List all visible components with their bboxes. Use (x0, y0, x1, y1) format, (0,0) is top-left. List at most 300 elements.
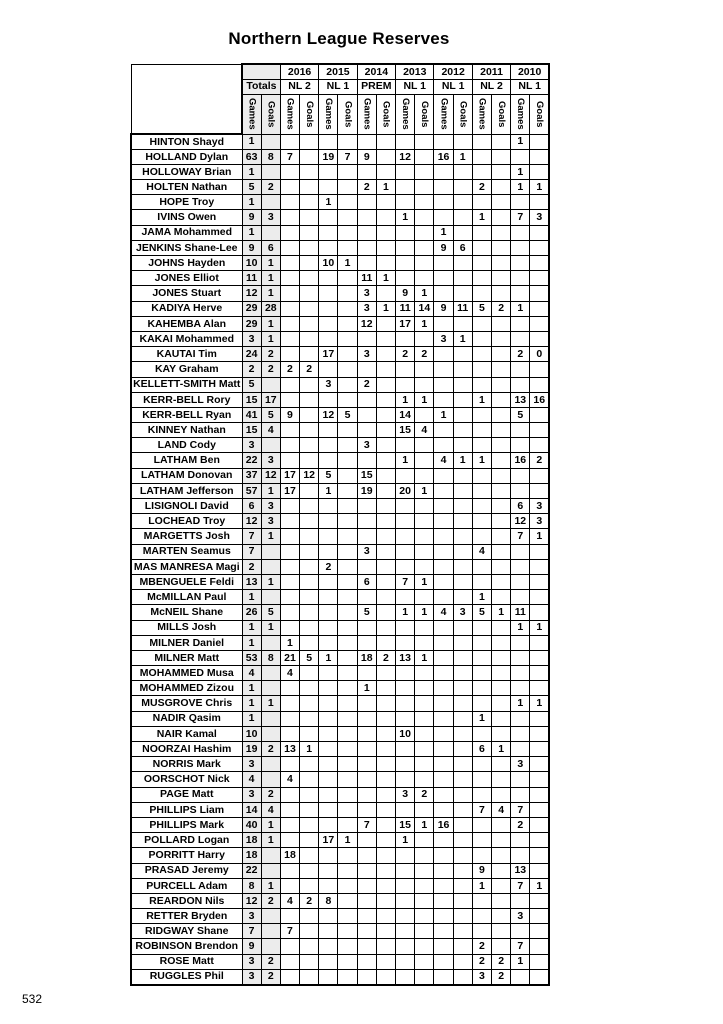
stat-cell: 18 (242, 848, 261, 863)
stat-cell (338, 468, 357, 483)
stat-cell: 2 (492, 954, 511, 969)
stat-cell (434, 863, 453, 878)
stat-cell (319, 939, 338, 954)
stat-cell (511, 893, 530, 908)
stat-cell (376, 802, 395, 817)
stat-cell (376, 772, 395, 787)
stat-cell: 1 (415, 817, 434, 832)
stat-cell: 9 (242, 240, 261, 255)
stat-cell (396, 438, 415, 453)
stat-cell (338, 331, 357, 346)
stat-cell (261, 559, 280, 574)
stat-cell (472, 757, 491, 772)
stat-cell (492, 392, 511, 407)
stat-cell (511, 149, 530, 164)
stat-cell (415, 939, 434, 954)
stat-cell (530, 635, 549, 650)
stat-cell (472, 650, 491, 665)
stat-cell (472, 529, 491, 544)
stat-cell (492, 878, 511, 893)
player-name-cell: PHILLIPS Mark (131, 817, 242, 832)
stat-cell (319, 271, 338, 286)
stat-cell (492, 331, 511, 346)
stat-cell (472, 423, 491, 438)
stat-cell (300, 924, 319, 939)
stat-cell (338, 817, 357, 832)
stat-cell (492, 529, 511, 544)
stat-cell (511, 574, 530, 589)
stat-cell (357, 772, 376, 787)
stat-cell (472, 726, 491, 741)
rotated-column-header (472, 94, 491, 134)
games-column-label: Games (361, 97, 373, 130)
stat-cell (396, 590, 415, 605)
stat-cell (492, 681, 511, 696)
player-name-cell: HINTON Shayd (131, 134, 242, 149)
stat-cell: 2 (261, 742, 280, 757)
stat-cell (357, 787, 376, 802)
stat-cell (453, 499, 472, 514)
player-name-cell: LAND Cody (131, 438, 242, 453)
stat-cell (357, 924, 376, 939)
player-name-cell: OORSCHOT Nick (131, 772, 242, 787)
stat-cell (453, 423, 472, 438)
stat-cell (453, 514, 472, 529)
stat-cell (530, 666, 549, 681)
stat-cell: 2 (492, 969, 511, 984)
stat-cell (415, 666, 434, 681)
stat-cell: 1 (530, 696, 549, 711)
year-header: 2016 (280, 64, 318, 79)
stat-cell (338, 195, 357, 210)
stat-cell: 1 (511, 134, 530, 149)
stat-cell (472, 256, 491, 271)
stat-cell (492, 696, 511, 711)
table-row (131, 195, 549, 210)
stat-cell: 5 (472, 605, 491, 620)
stat-cell (492, 772, 511, 787)
stat-cell: 6 (472, 742, 491, 757)
table-row (131, 954, 549, 969)
stat-cell (530, 757, 549, 772)
stat-cell (280, 377, 299, 392)
stat-cell (434, 544, 453, 559)
stat-cell (357, 726, 376, 741)
stat-cell (338, 969, 357, 984)
rotated-column-header (434, 94, 453, 134)
stat-cell (357, 620, 376, 635)
stat-cell: 19 (319, 149, 338, 164)
stat-cell (511, 362, 530, 377)
stat-cell (492, 620, 511, 635)
stat-cell (396, 696, 415, 711)
stat-cell (415, 240, 434, 255)
player-name-cell: MILNER Daniel (131, 635, 242, 650)
stat-cell (376, 423, 395, 438)
stat-cell (511, 240, 530, 255)
stat-cell (338, 301, 357, 316)
stat-cell: 11 (511, 605, 530, 620)
stat-cell (300, 316, 319, 331)
stat-cell (338, 499, 357, 514)
player-name-cell: KERR-BELL Rory (131, 392, 242, 407)
stat-cell (319, 802, 338, 817)
stat-cell (319, 620, 338, 635)
stat-cell (261, 772, 280, 787)
stat-cell (357, 878, 376, 893)
stat-cell (338, 529, 357, 544)
stat-cell (434, 347, 453, 362)
league-header: PREM (357, 79, 395, 94)
table-row (131, 696, 549, 711)
stat-cell (376, 969, 395, 984)
stat-cell (530, 939, 549, 954)
stat-cell (530, 134, 549, 149)
stat-cell (530, 377, 549, 392)
stat-cell: 7 (357, 817, 376, 832)
player-name-cell: MBENGUELE Feldi (131, 574, 242, 589)
stat-cell (492, 499, 511, 514)
year-header: 2014 (357, 64, 395, 79)
stat-cell: 4 (280, 666, 299, 681)
stat-cell (319, 286, 338, 301)
stat-cell (300, 544, 319, 559)
stat-cell (492, 347, 511, 362)
player-name-cell: KAKAI Mohammed (131, 331, 242, 346)
stat-cell (376, 711, 395, 726)
stat-cell: 22 (242, 453, 261, 468)
stat-cell (319, 772, 338, 787)
stat-cell: 9 (396, 286, 415, 301)
player-name-cell: POLLARD Logan (131, 833, 242, 848)
stat-cell (357, 392, 376, 407)
stat-cell: 4 (242, 666, 261, 681)
stat-cell (319, 529, 338, 544)
stat-cell (434, 468, 453, 483)
stat-cell (492, 833, 511, 848)
stat-cell: 11 (242, 271, 261, 286)
stat-cell (415, 225, 434, 240)
stat-cell: 1 (242, 164, 261, 179)
stat-cell (530, 954, 549, 969)
stat-cell (453, 347, 472, 362)
stat-cell (396, 544, 415, 559)
stat-cell (357, 407, 376, 422)
stat-cell: 12 (242, 514, 261, 529)
stat-cell (357, 590, 376, 605)
stat-cell (280, 286, 299, 301)
stat-cell (434, 316, 453, 331)
stat-cell: 2 (261, 893, 280, 908)
stat-cell (319, 423, 338, 438)
stat-cell (376, 392, 395, 407)
stat-cell (453, 878, 472, 893)
stat-cell: 1 (319, 483, 338, 498)
stat-cell: 4 (280, 772, 299, 787)
stat-cell (376, 453, 395, 468)
stat-cell (492, 909, 511, 924)
stat-cell (300, 392, 319, 407)
stat-cell (338, 453, 357, 468)
stat-cell (472, 817, 491, 832)
stat-cell (453, 559, 472, 574)
stat-cell (434, 848, 453, 863)
stat-cell (492, 362, 511, 377)
stat-cell (319, 210, 338, 225)
stat-cell (453, 225, 472, 240)
player-name-cell: LISIGNOLI David (131, 499, 242, 514)
stat-cell (300, 514, 319, 529)
player-name-cell: LATHAM Ben (131, 453, 242, 468)
stat-cell (280, 802, 299, 817)
stat-cell: 7 (280, 924, 299, 939)
stat-cell (434, 286, 453, 301)
totals-header: Totals (242, 79, 280, 94)
stat-cell (280, 833, 299, 848)
stat-cell (453, 863, 472, 878)
stat-cell (300, 635, 319, 650)
stat-cell (434, 696, 453, 711)
stat-cell (530, 544, 549, 559)
stat-cell: 18 (280, 848, 299, 863)
stat-cell (280, 225, 299, 240)
stat-cell (492, 635, 511, 650)
table-row (131, 620, 549, 635)
stat-cell (396, 954, 415, 969)
games-column-label: Games (438, 97, 450, 130)
stat-cell (511, 711, 530, 726)
stat-cell (530, 407, 549, 422)
table-row (131, 924, 549, 939)
stat-cell (492, 453, 511, 468)
stat-cell: 1 (261, 331, 280, 346)
stat-cell (415, 878, 434, 893)
stat-cell (434, 924, 453, 939)
stat-cell: 2 (242, 362, 261, 377)
table-row (131, 590, 549, 605)
stat-cell (261, 377, 280, 392)
table-row (131, 180, 549, 195)
stat-cell (530, 742, 549, 757)
stat-cell (453, 392, 472, 407)
stat-cell (472, 331, 491, 346)
stat-cell: 5 (511, 407, 530, 422)
stat-cell: 5 (338, 407, 357, 422)
stat-cell (396, 134, 415, 149)
stat-cell: 2 (300, 362, 319, 377)
stat-cell (319, 301, 338, 316)
stat-cell: 1 (415, 483, 434, 498)
stat-cell (338, 696, 357, 711)
stat-cell: 1 (396, 605, 415, 620)
stat-cell (415, 590, 434, 605)
stat-cell (280, 620, 299, 635)
stat-cell: 5 (300, 650, 319, 665)
stat-cell (492, 438, 511, 453)
stat-cell (376, 863, 395, 878)
stat-cell (357, 969, 376, 984)
stat-cell (357, 757, 376, 772)
stat-cell (376, 210, 395, 225)
stat-cell (338, 924, 357, 939)
stat-cell (492, 468, 511, 483)
stat-cell (492, 195, 511, 210)
stat-cell (357, 256, 376, 271)
stat-cell: 1 (319, 195, 338, 210)
stat-cell (357, 666, 376, 681)
stat-cell (453, 164, 472, 179)
year-header: 2012 (434, 64, 472, 79)
stat-cell: 10 (242, 726, 261, 741)
stat-cell (492, 924, 511, 939)
goals-column-label: Goals (457, 100, 469, 127)
stat-cell (434, 438, 453, 453)
stat-cell: 1 (415, 316, 434, 331)
stat-cell (376, 787, 395, 802)
stat-cell (376, 817, 395, 832)
stat-cell (415, 407, 434, 422)
stat-cell: 1 (261, 817, 280, 832)
stat-cell (511, 331, 530, 346)
stat-cell (319, 605, 338, 620)
player-name-cell: MAS MANRESA Magi (131, 559, 242, 574)
table-row (131, 757, 549, 772)
stat-cell (300, 787, 319, 802)
stat-cell (530, 225, 549, 240)
stat-cell (319, 757, 338, 772)
stat-cell (511, 681, 530, 696)
stat-cell (492, 544, 511, 559)
player-name-cell: LATHAM Jefferson (131, 483, 242, 498)
stat-cell: 3 (242, 757, 261, 772)
stat-cell (300, 590, 319, 605)
stat-cell (376, 909, 395, 924)
stat-cell (376, 514, 395, 529)
stat-cell: 1 (453, 453, 472, 468)
stat-cell (415, 438, 434, 453)
totals-blank-cell (242, 64, 280, 79)
stat-cell (338, 347, 357, 362)
stat-cell (300, 559, 319, 574)
stat-cell: 18 (242, 833, 261, 848)
stat-cell (396, 666, 415, 681)
stat-cell (396, 893, 415, 908)
stat-cell (415, 529, 434, 544)
stat-cell (338, 666, 357, 681)
stat-cell (492, 817, 511, 832)
stat-cell: 11 (357, 271, 376, 286)
rotated-column-header (261, 94, 280, 134)
stat-cell (338, 544, 357, 559)
stat-cell (338, 392, 357, 407)
stat-cell (280, 711, 299, 726)
stat-cell (376, 681, 395, 696)
table-row (131, 650, 549, 665)
year-header-row (131, 64, 549, 79)
table-row (131, 529, 549, 544)
stat-cell (434, 726, 453, 741)
page-title: Northern League Reserves (228, 29, 450, 48)
stat-cell (280, 423, 299, 438)
table-row (131, 468, 549, 483)
stat-cell (280, 180, 299, 195)
stat-cell (396, 499, 415, 514)
stat-cell (319, 544, 338, 559)
stat-cell (396, 939, 415, 954)
stat-cell (530, 787, 549, 802)
stat-cell (492, 271, 511, 286)
stat-cell (492, 514, 511, 529)
stat-cell (319, 392, 338, 407)
stat-cell: 1 (261, 286, 280, 301)
stat-cell (300, 271, 319, 286)
stat-cell: 3 (453, 605, 472, 620)
stat-cell (396, 240, 415, 255)
stat-cell (338, 650, 357, 665)
stat-cell (376, 833, 395, 848)
stat-cell: 1 (472, 590, 491, 605)
stat-cell (300, 210, 319, 225)
stat-cell (453, 757, 472, 772)
stat-cell: 1 (261, 271, 280, 286)
stat-cell (376, 954, 395, 969)
player-name-cell: MARGETTS Josh (131, 529, 242, 544)
stat-cell (415, 726, 434, 741)
stat-cell (338, 757, 357, 772)
stat-cell (511, 666, 530, 681)
stat-cell (300, 256, 319, 271)
stat-cell: 4 (472, 544, 491, 559)
stat-cell (472, 574, 491, 589)
stat-cell (511, 650, 530, 665)
stat-cell (280, 195, 299, 210)
stat-cell (300, 453, 319, 468)
year-header: 2011 (472, 64, 510, 79)
stat-cell (261, 711, 280, 726)
stat-cell: 3 (530, 499, 549, 514)
stat-cell (319, 316, 338, 331)
stat-cell (338, 939, 357, 954)
stat-cell (396, 742, 415, 757)
stat-cell: 13 (280, 742, 299, 757)
stat-cell (415, 468, 434, 483)
stat-cell (338, 848, 357, 863)
stat-cell: 17 (280, 468, 299, 483)
stat-cell (280, 590, 299, 605)
table-row (131, 802, 549, 817)
stat-cell: 19 (242, 742, 261, 757)
stat-cell (511, 483, 530, 498)
goals-column-label: Goals (419, 100, 431, 127)
stat-cell: 28 (261, 301, 280, 316)
stat-cell: 4 (261, 423, 280, 438)
stat-cell (319, 817, 338, 832)
stat-cell (415, 377, 434, 392)
stat-cell (357, 802, 376, 817)
stat-cell (453, 909, 472, 924)
stat-cell (434, 377, 453, 392)
stat-cell (280, 347, 299, 362)
stat-cell (396, 848, 415, 863)
stat-cell (300, 225, 319, 240)
stat-cell (396, 331, 415, 346)
stat-cell: 1 (472, 878, 491, 893)
table-row (131, 681, 549, 696)
stat-cell: 1 (453, 331, 472, 346)
stat-cell (492, 149, 511, 164)
stat-cell (530, 574, 549, 589)
stat-cell: 1 (242, 711, 261, 726)
